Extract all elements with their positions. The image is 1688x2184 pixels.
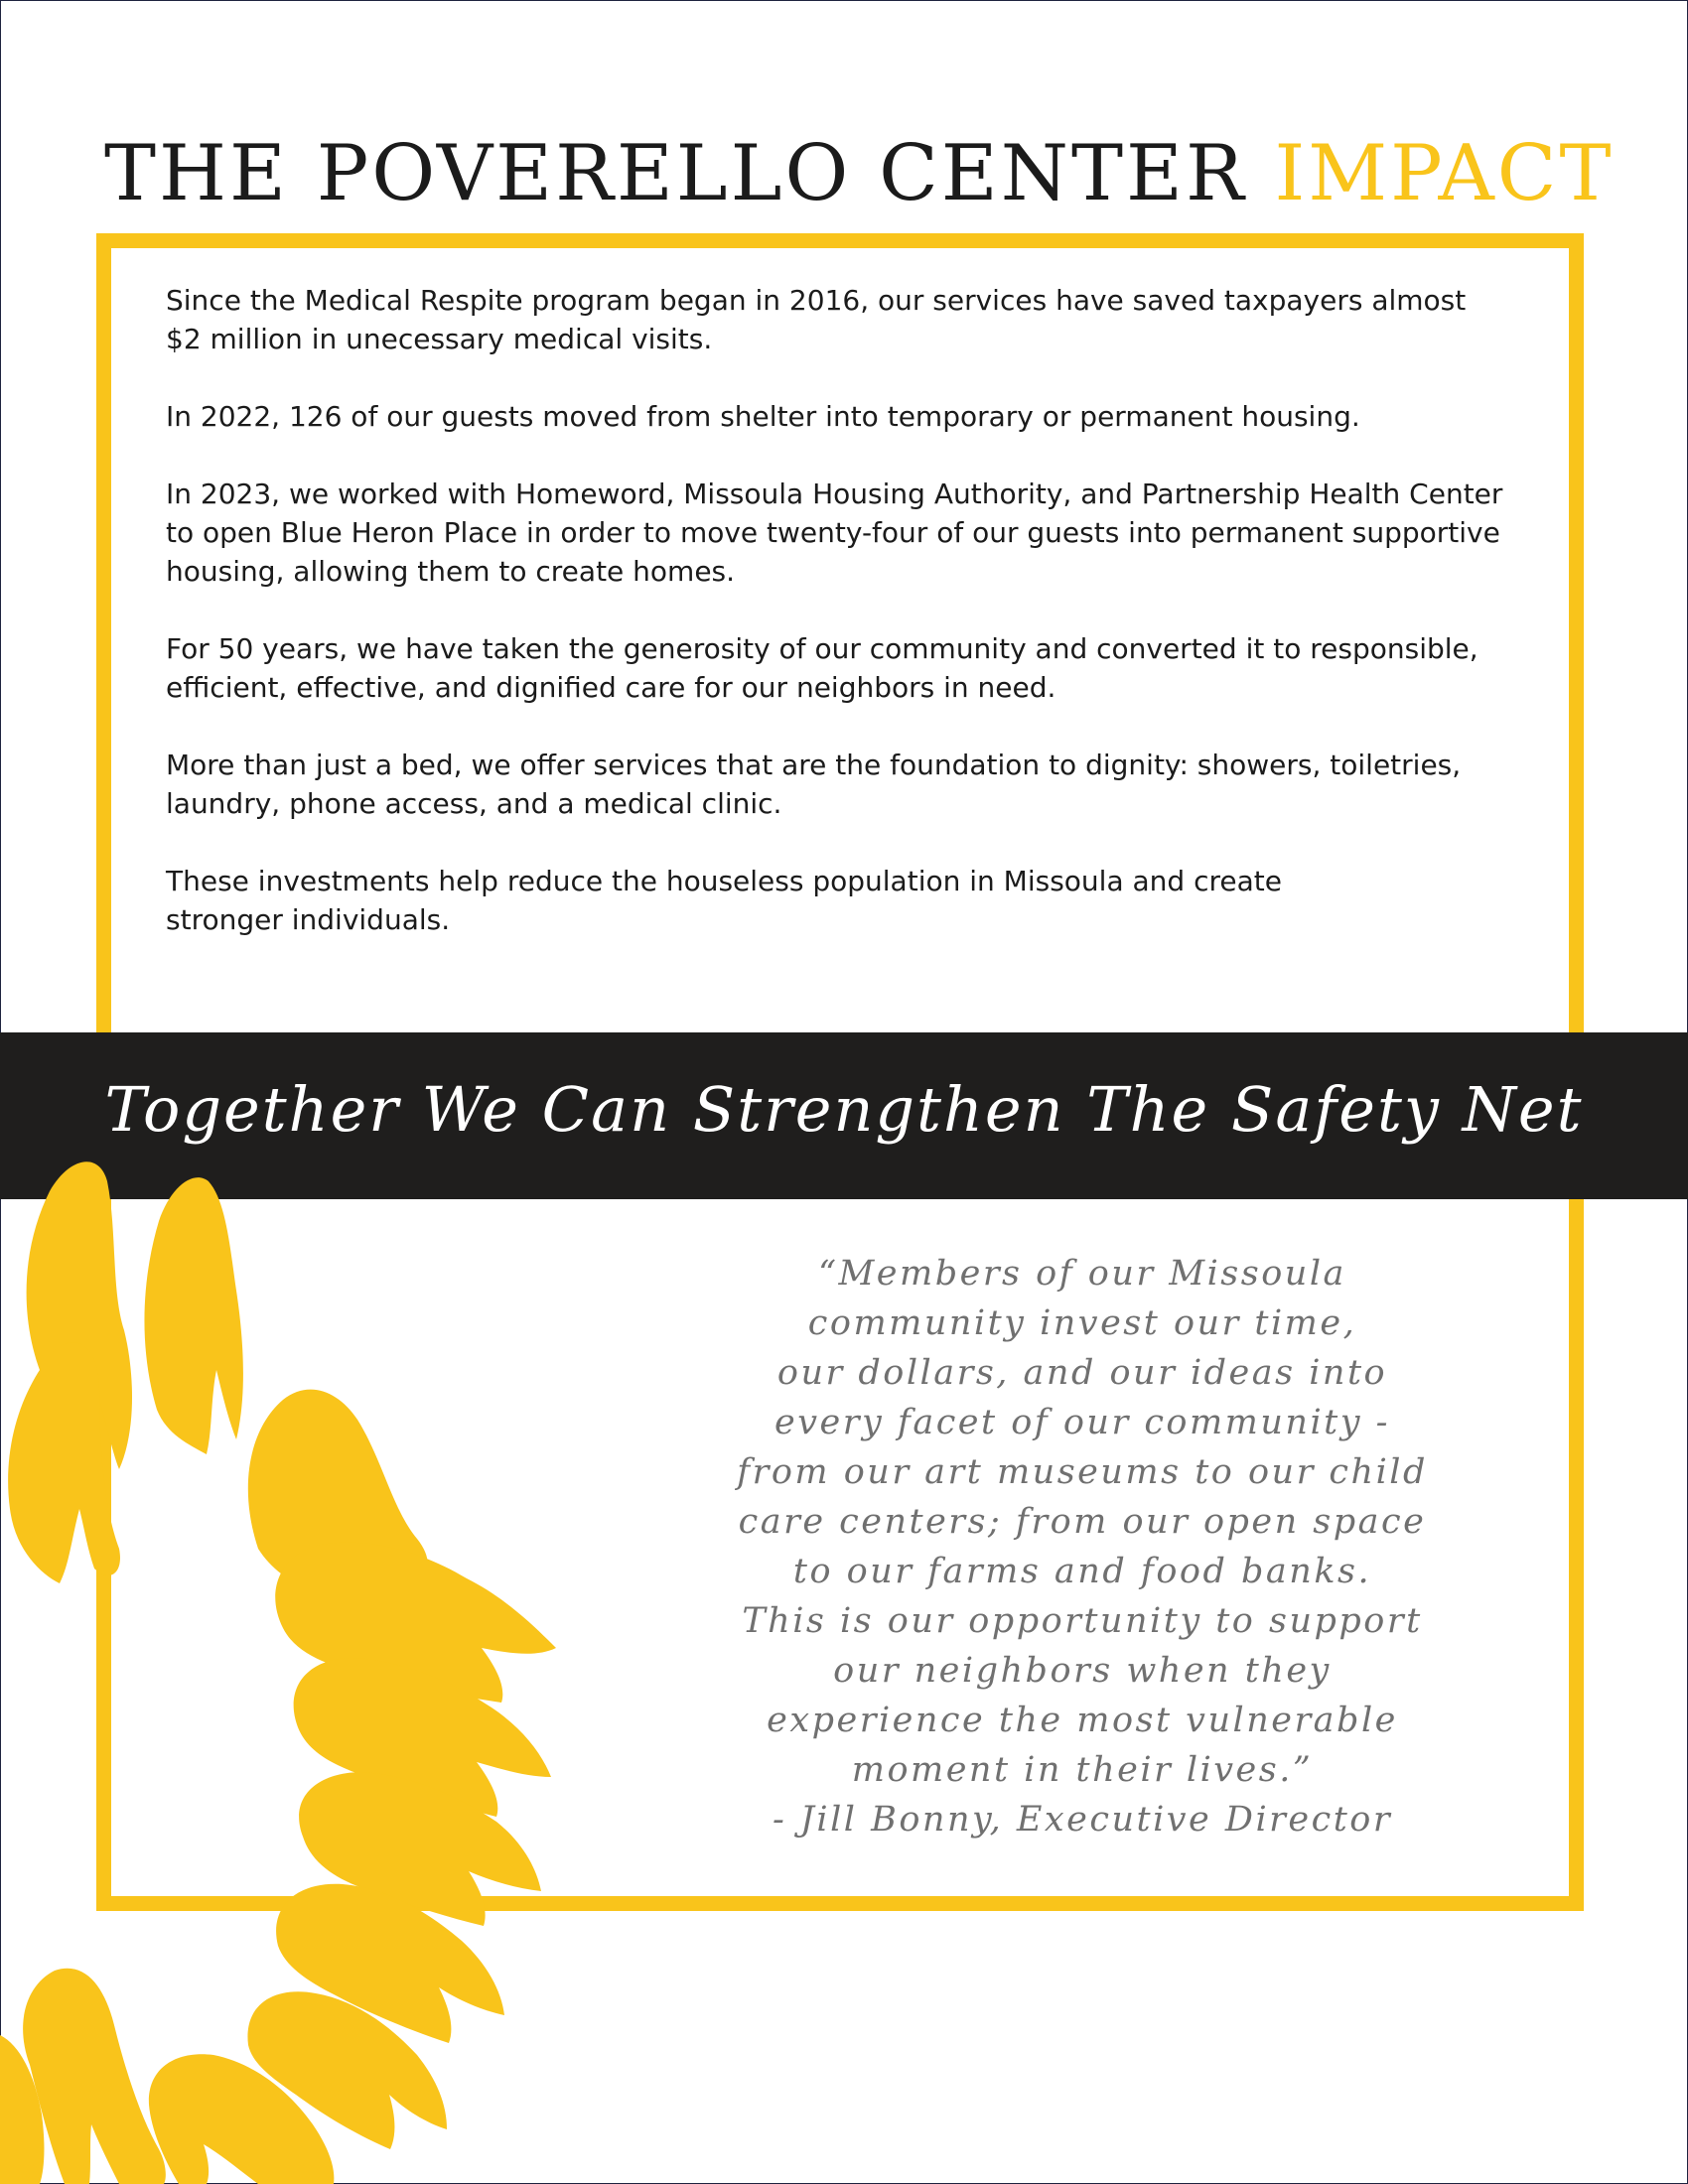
quote-line: “Members of our Missoula [818, 1254, 1346, 1294]
banner-title: Together We Can Strengthen The Safety Net [104, 1073, 1584, 1146]
sunflower-petals-icon [0, 1142, 695, 2184]
quote-line: from our art museums to our child [737, 1452, 1428, 1492]
page-title [104, 129, 1615, 218]
quote-line: our neighbors when they [833, 1651, 1332, 1691]
impact-paragraph-housing-2022: In 2022, 126 of our guests moved from shelter into temporary or permanent housing. [166, 400, 1360, 433]
quote-line: moment in their lives.” [851, 1750, 1314, 1790]
quote-line: community invest our time, [807, 1303, 1357, 1343]
quote-line: to our farms and food banks. [792, 1552, 1372, 1591]
impact-paragraph-investments: These investments help reduce the houseless population in Missoula and create stronger individuals. [166, 865, 1282, 936]
quote-line: care centers; from our open space [738, 1502, 1427, 1542]
impact-paragraph-50-years: For 50 years, we have taken the generosity of our community and converted it to responsible, efficient, effective, and dignified care for our neighbors in need. [166, 632, 1478, 704]
quote-line: experience the most vulnerable [767, 1701, 1398, 1740]
page-title-main: THE POVERELLO CENTER [104, 129, 1275, 218]
quote-line: our dollars, and our ideas into [776, 1353, 1388, 1393]
impact-text [166, 281, 1556, 978]
page-title-accent: IMPACT [1274, 129, 1615, 218]
quote-line: every facet of our community - [774, 1403, 1390, 1442]
impact-paragraph-services: More than just a bed, we offer services that are the foundation to dignity: showers, toiletries, laundry, phone access, and a medical clinic. [166, 749, 1462, 820]
quote-line: This is our opportunity to support [742, 1601, 1423, 1641]
impact-paragraph-respite: Since the Medical Respite program began in 2016, our services have saved taxpayers almost $2 million in unecessary medical visits. [166, 284, 1467, 355]
quote-attribution: - Jill Bonny, Executive Director [772, 1800, 1393, 1840]
director-quote [685, 1249, 1479, 1844]
impact-paragraph-blue-heron: In 2023, we worked with Homeword, Missoula Housing Authority, and Partnership Health Center to open Blue Heron Place in order to move twenty-four of our guests into permanent supportive housing, allowing them to create homes. [166, 478, 1503, 588]
